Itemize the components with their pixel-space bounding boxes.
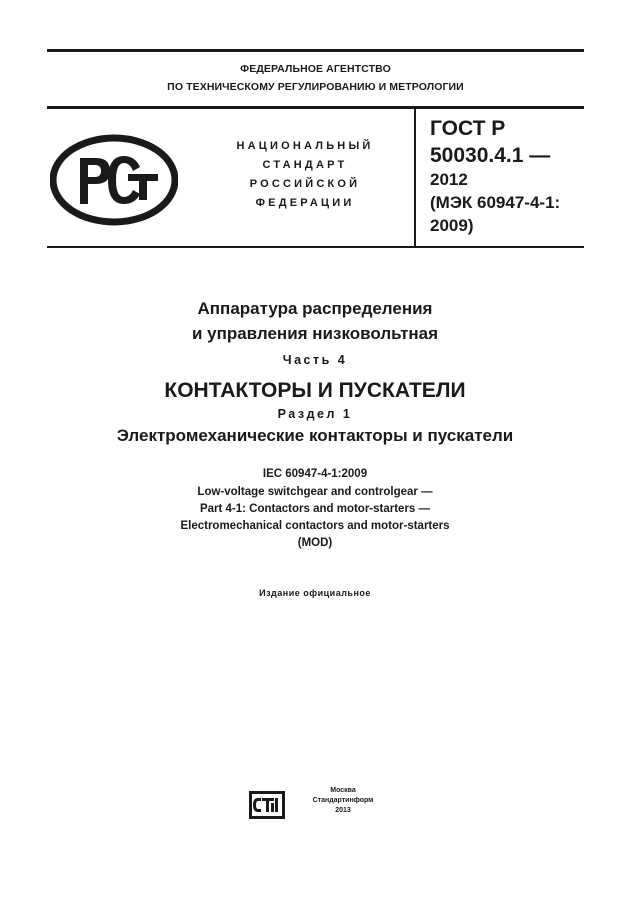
bottom-rule bbox=[47, 246, 584, 248]
title-line1: Аппаратура распределения bbox=[197, 299, 433, 318]
edition-label: Издание официальное bbox=[259, 588, 371, 598]
standartinform-logo-icon bbox=[249, 791, 285, 819]
top-rule bbox=[47, 49, 584, 52]
iec-line3: Part 4-1: Contactors and motor-starters — bbox=[199, 503, 431, 515]
iec-line4: Electromechanical contactors and motor-starters bbox=[180, 520, 450, 532]
designation-line3: 2012 bbox=[430, 170, 468, 189]
standard-type-line2: СТАНДАРТ bbox=[262, 159, 348, 171]
designation-line5: 2009) bbox=[430, 216, 474, 235]
standard-type-block bbox=[195, 137, 415, 213]
section-label: Раздел 1 bbox=[277, 407, 353, 421]
iec-line1: IEC 60947-4-1:2009 bbox=[262, 468, 368, 480]
publisher-name: Стандартинформ bbox=[312, 797, 374, 804]
designation-divider bbox=[414, 109, 416, 246]
designation-line4: (МЭК 60947-4-1: bbox=[430, 193, 561, 212]
standard-type-line1: НАЦИОНАЛЬНЫЙ bbox=[236, 140, 374, 152]
publisher-year: 2013 bbox=[335, 807, 351, 814]
iec-line2: Low-voltage switchgear and controlgear — bbox=[197, 486, 433, 498]
part-label: Часть 4 bbox=[282, 353, 348, 367]
part-title: КОНТАКТОРЫ И ПУСКАТЕЛИ bbox=[164, 379, 466, 402]
header-rule bbox=[47, 106, 584, 109]
section-title: Электромеханические контакторы и пускатели bbox=[116, 426, 514, 445]
iec-line5: (MOD) bbox=[297, 537, 333, 549]
designation-block bbox=[430, 115, 590, 237]
standard-type-line4: ФЕДЕРАЦИИ bbox=[255, 197, 355, 209]
title-line2: и управления низковольтная bbox=[191, 324, 439, 343]
designation-line2: 50030.4.1 — bbox=[430, 144, 551, 167]
publisher-city: Москва bbox=[330, 787, 356, 794]
designation-line1: ГОСТ Р bbox=[430, 117, 506, 140]
standard-type-line3: РОССИЙСКОЙ bbox=[249, 178, 361, 190]
publisher-block bbox=[293, 786, 393, 816]
agency-name-line2: ПО ТЕХНИЧЕСКОМУ РЕГУЛИРОВАНИЮ И МЕТРОЛОГИИ bbox=[167, 81, 464, 93]
agency-name-line1: ФЕДЕРАЛЬНОЕ АГЕНТСТВО bbox=[240, 63, 391, 75]
rst-logo-icon bbox=[50, 134, 178, 226]
